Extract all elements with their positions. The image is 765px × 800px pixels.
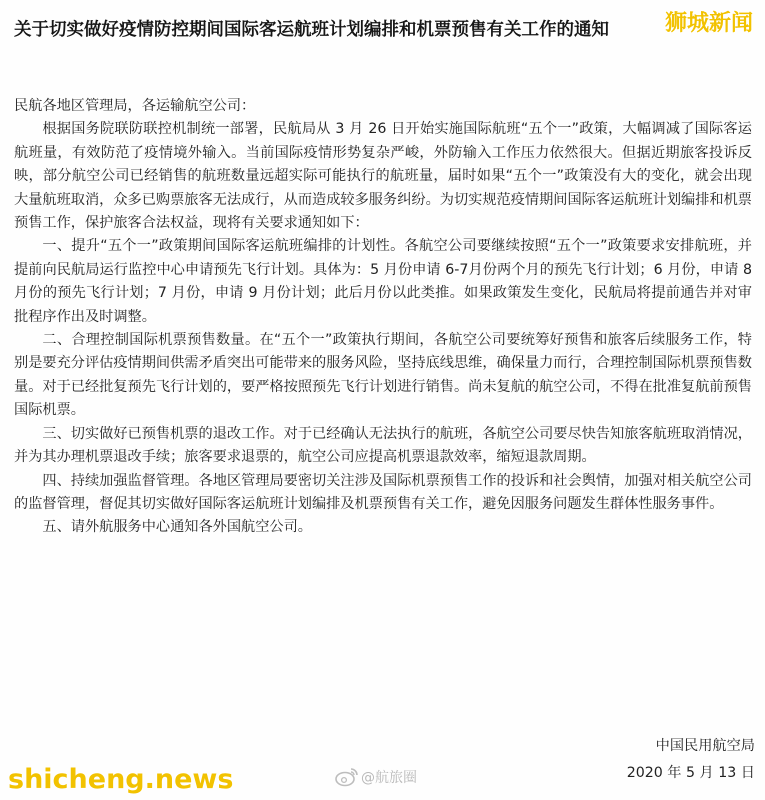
watermark-top: 狮城新闻 bbox=[664, 11, 753, 36]
watermark-bottom: shicheng.news bbox=[8, 764, 234, 795]
weibo-handle: @航旅圈 bbox=[361, 770, 417, 786]
signature-date: 2020 年 5 月 13 日 bbox=[626, 765, 755, 781]
paragraph-item-4: 四、持续加强监督管理。各地区管理局要密切关注涉及国际机票预售工作的投诉和社会舆情，加强对相关航空公司的监督管理，督促其切实做好国际客运航班计划编排及机票预售有关工作，避免因服务问题发生群体性服务事件。 bbox=[14, 472, 752, 512]
salutation: 民航各地区管理局，各运输航空公司： bbox=[14, 98, 256, 114]
paragraph-item-2: 二、合理控制国际机票预售数量。在“五个一”政策执行期间，各航空公司要统筹好预售和旅客后续服务工作，特别是要充分评估疫情期间供需矛盾突出可能带来的服务风险，坚持底线思维，确保量力而行，合理控制国际机票预售数量。对于已经批复预先飞行计划的，要严格按照预先飞行计划进行销售。尚未复航的航空公司，不得在批准复航前预售国际机票。 bbox=[14, 332, 752, 419]
weibo-icon bbox=[335, 767, 359, 787]
signature-org: 中国民用航空局 bbox=[655, 738, 755, 754]
document-body bbox=[14, 95, 752, 540]
document-title: 关于切实做好疫情防控期间国际客运航班计划编排和机票预售有关工作的通知 bbox=[14, 20, 609, 40]
weibo-watermark bbox=[335, 767, 417, 787]
paragraph-item-5: 五、请外航服务中心通知各外国航空公司。 bbox=[42, 519, 312, 536]
paragraph-item-3: 三、切实做好已预售机票的退改工作。对于已经确认无法执行的航班，各航空公司要尽快告知旅客航班取消情况，并为其办理机票退改手续；旅客要求退票的，航空公司应提高机票退款效率，缩短退款周期。 bbox=[14, 425, 752, 466]
paragraph-intro: 根据国务院联防联控机制统一部署，民航局从 3 月 26 日开始实施国际航班“五个一”政策，大幅调减了国际客运航班量，有效防范了疫情境外输入。当前国际疫情形势复杂严峻，外防输入工作压力依然很大。但据近期旅客投诉反映，部分航空公司已经销售的航班数量远超实际可能执行的航班量，届时如果“五个一”政策没有大的变化，就会出现大量航班取消，众多已购票旅客无法成行，从而造成较多服务纠纷。为切实规范疫情期间国际客运航班计划编排和机票预售工作，保护旅客合法权益，现将有关要求通知如下： bbox=[14, 121, 752, 232]
paragraph-item-1: 一、提升“五个一”政策期间国际客运航班编排的计划性。各航空公司要继续按照“五个一”政策要求安排航班，并提前向民航局运行监控中心申请预先飞行计划。具体为：5 月份申请 6-7月份两个月的预先飞行计划；6 月份，申请 8 月份的预先飞行计划；7 月份，申请 9 月份计划；此后月份以此类推。如果政策发生变化，民航局将提前通告并对审批程序作出及时调整。 bbox=[14, 238, 752, 325]
